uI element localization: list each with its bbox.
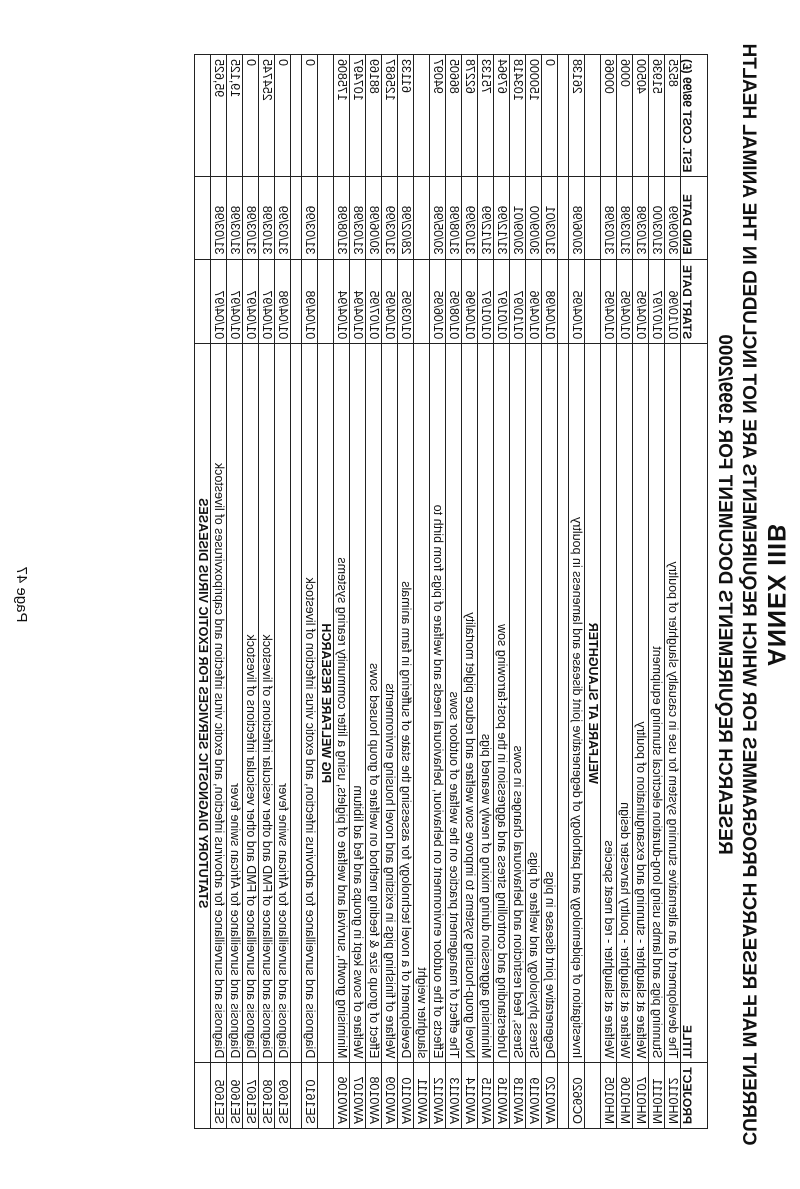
end-date: 31/03/98 xyxy=(227,177,243,259)
section-spacer-cell xyxy=(195,259,211,344)
project-title: Diagnosis and surveillance of FMD and other vesicular infections of livestock xyxy=(243,344,259,1063)
project-title: Stunning pigs and lambs using long-duration electrical stunning equipment xyxy=(649,344,665,1063)
blank-row xyxy=(558,55,569,1129)
section-spacer-cell xyxy=(318,177,334,259)
table-body xyxy=(195,55,681,1129)
blank-cell xyxy=(558,1063,569,1129)
table-row xyxy=(462,55,478,1129)
est-cost: 0006 xyxy=(617,55,633,177)
est-cost: 254745 xyxy=(259,55,275,177)
table-row xyxy=(494,55,510,1129)
start-date: 01/04/95 xyxy=(617,259,633,344)
start-date: 01/04/95 xyxy=(569,259,585,344)
project-code: SE1606 xyxy=(227,1063,243,1129)
est-cost: 150000 xyxy=(526,55,542,177)
end-date: 31/03/98 xyxy=(617,177,633,259)
end-date: 30/09/01 xyxy=(510,177,526,259)
start-date: 01/04/94 xyxy=(350,259,366,344)
est-cost: 67964 xyxy=(494,55,510,177)
start-date: 01/06/95 xyxy=(430,259,446,344)
table-row xyxy=(259,55,275,1129)
project-title: Welfare at slaughter - poultry harvester design xyxy=(617,344,633,1063)
header-start-date: START DATE xyxy=(681,259,708,344)
project-code: MH0106 xyxy=(617,1063,633,1129)
project-title: Diagnosis and surveillance for African swine fever xyxy=(227,344,243,1063)
table-row xyxy=(430,55,446,1129)
table-row xyxy=(665,55,681,1129)
section-spacer-cell xyxy=(585,55,601,177)
project-code: OC9620 xyxy=(569,1063,585,1129)
header-end-date: END DATE xyxy=(681,177,708,259)
start-date: 01/03/95 xyxy=(398,259,414,344)
end-date: 31/12/99 xyxy=(478,177,494,259)
est-cost: 62278 xyxy=(462,55,478,177)
est-cost: 51936 xyxy=(649,55,665,177)
project-title: Diagnosis and surveillance for African swine fever xyxy=(275,344,291,1063)
project-code: AW0111 xyxy=(414,1063,430,1129)
project-title: Welfare of sows kept in groups and fed ad libitum xyxy=(350,344,366,1063)
est-cost: 0 xyxy=(275,55,291,177)
section-title: STATUTORY DIAGNOSTIC SERVICES FOR EXOTIC VIRUS DISEASES xyxy=(195,344,211,1063)
project-title: Welfare at slaughter - red meat species xyxy=(601,344,617,1063)
project-title: Effect of group size & feeding method on welfare of group housed sows xyxy=(366,344,382,1063)
section-spacer-cell xyxy=(195,1063,211,1129)
project-title: Minimising growth, survival and welfare of piglets, using a litter community rearing systems xyxy=(334,344,350,1063)
end-date: 31/03/99 xyxy=(275,177,291,259)
project-title: Minimising aggression during mixing of newly weaned pigs xyxy=(478,344,494,1063)
table-row xyxy=(382,55,398,1129)
end-date: 31/03/99 xyxy=(462,177,478,259)
title-line-2: RESEARCH REQUIREMENTS DOCUMENT FOR 1999/2000 xyxy=(714,334,735,855)
annex-heading: ANNEX IIIB xyxy=(762,522,790,667)
project-code: AW0119 xyxy=(526,1063,542,1129)
blank-cell xyxy=(558,259,569,344)
section-title: PIG WELFARE RESEARCH xyxy=(318,344,334,1063)
est-cost: 0 xyxy=(542,55,558,177)
start-date: 01/01/97 xyxy=(494,259,510,344)
project-code: AW0106 xyxy=(334,1063,350,1129)
start-date: 01/04/94 xyxy=(334,259,350,344)
est-cost: 125687 xyxy=(382,55,398,177)
end-date: 31/03/98 xyxy=(633,177,649,259)
start-date: 01/08/95 xyxy=(446,259,462,344)
est-cost: 107497 xyxy=(350,55,366,177)
start-date: 01/04/95 xyxy=(633,259,649,344)
est-cost: 103418 xyxy=(510,55,526,177)
title-line-1: CURRENT MAFF RESEARCH PROGRAMMES FOR WHICH REQUIREMENTS ARE NOT INCLUDED IN THE ANIMAL HEALTH xyxy=(738,43,759,1146)
table-row xyxy=(617,55,633,1129)
end-date: 31/03/98 xyxy=(601,177,617,259)
section-spacer-cell xyxy=(585,1063,601,1129)
project-code: AW0118 xyxy=(510,1063,526,1129)
table-row xyxy=(302,55,318,1129)
end-date: 30/05/98 xyxy=(430,177,446,259)
start-date: 01/10/97 xyxy=(510,259,526,344)
project-title: Welfare of finishing pigs in existing and novel housing environments xyxy=(382,344,398,1063)
est-cost: 94097 xyxy=(430,55,446,177)
start-date: 01/07/97 xyxy=(649,259,665,344)
project-code: AW0110 xyxy=(398,1063,414,1129)
section-header-row xyxy=(585,55,601,1129)
end-date: 31/03/98 xyxy=(243,177,259,259)
header-project: PROJECT xyxy=(681,1063,708,1129)
end-date: 30/06/98 xyxy=(569,177,585,259)
section-spacer-cell xyxy=(318,1063,334,1129)
project-title: Degenerative joint disease in pigs xyxy=(542,344,558,1063)
document-title xyxy=(712,0,760,1189)
project-code: AW0112 xyxy=(430,1063,446,1129)
est-cost: 0 xyxy=(243,55,259,177)
project-code: MH0112 xyxy=(665,1063,681,1129)
table-row xyxy=(478,55,494,1129)
blank-row xyxy=(291,55,302,1129)
table-row xyxy=(275,55,291,1129)
end-date: 31/03/98 xyxy=(259,177,275,259)
end-date: 31/03/01 xyxy=(542,177,558,259)
start-date: 01/04/95 xyxy=(601,259,617,344)
project-code: MH0105 xyxy=(601,1063,617,1129)
start-date: 01/04/97 xyxy=(227,259,243,344)
end-date: 30/06/98 xyxy=(366,177,382,259)
project-title: slaughter weight xyxy=(414,344,430,1063)
table-row xyxy=(211,55,227,1129)
project-code: SE1607 xyxy=(243,1063,259,1129)
project-code: SE1608 xyxy=(259,1063,275,1129)
table-row xyxy=(414,55,430,1129)
project-code: AW0120 xyxy=(542,1063,558,1129)
table-row xyxy=(243,55,259,1129)
projects-table xyxy=(194,54,708,1129)
end-date: 31/03/00 xyxy=(649,177,665,259)
section-title: WELFARE AT SLAUGHTER xyxy=(585,344,601,1063)
table-row xyxy=(398,55,414,1129)
start-date: 01/04/98 xyxy=(542,259,558,344)
table-row xyxy=(526,55,542,1129)
project-code: AW0113 xyxy=(446,1063,462,1129)
end-date: 31/03/99 xyxy=(302,177,318,259)
project-code: SE1609 xyxy=(275,1063,291,1129)
est-cost: 26138 xyxy=(569,55,585,177)
project-title: Stress, feed restriction and behavioural changes in sows xyxy=(510,344,526,1063)
table-row xyxy=(649,55,665,1129)
est-cost: 19,125 xyxy=(227,55,243,177)
project-code: SE1605 xyxy=(211,1063,227,1129)
header-title: TITLE xyxy=(681,344,708,1063)
project-title: Diagnosis and surveillance of FMD and other vesicular infections of livestock xyxy=(259,344,275,1063)
start-date: 01/01/97 xyxy=(478,259,494,344)
table-row xyxy=(601,55,617,1129)
est-cost: 8525 xyxy=(665,55,681,177)
est-cost: 0 xyxy=(302,55,318,177)
project-title: Welfare at slaughter - stunning and exsanguination of poultry xyxy=(633,344,649,1063)
blank-cell xyxy=(291,259,302,344)
section-spacer-cell xyxy=(195,177,211,259)
blank-cell xyxy=(291,55,302,177)
start-date: 01/07/95 xyxy=(366,259,382,344)
start-date: 01/04/97 xyxy=(259,259,275,344)
start-date: 01/04/96 xyxy=(462,259,478,344)
est-cost: 61133 xyxy=(398,55,414,177)
project-title: Diagnosis and surveillance for arbovirus infection, and exotic virus infection of livestock xyxy=(302,344,318,1063)
end-date: 31/12/99 xyxy=(494,177,510,259)
table-row xyxy=(334,55,350,1129)
project-code: AW0107 xyxy=(350,1063,366,1129)
section-spacer-cell xyxy=(195,55,211,177)
est-cost: 75133 xyxy=(478,55,494,177)
end-date: 30/09/99 xyxy=(665,177,681,259)
start-date: 01/04/98 xyxy=(275,259,291,344)
start-date xyxy=(414,259,430,344)
project-title: The effect of management practice on the welfare of outdoor sows xyxy=(446,344,462,1063)
end-date: 28/02/98 xyxy=(398,177,414,259)
project-title: Understanding and controlling stress and aggression in the post-farrowing sow xyxy=(494,344,510,1063)
table-row xyxy=(633,55,649,1129)
project-title: Diagnosis and surveillance for arbovirus infection, and exotic virus infection and capripoxviruses of livestock xyxy=(211,344,227,1063)
start-date: 01/04/97 xyxy=(211,259,227,344)
blank-cell xyxy=(291,177,302,259)
project-title: The development of an alternative stunning system for use in casualty slaughter of poultry xyxy=(665,344,681,1063)
section-spacer-cell xyxy=(318,259,334,344)
start-date: 01/04/98 xyxy=(302,259,318,344)
project-code: AW0108 xyxy=(366,1063,382,1129)
project-code: AW0109 xyxy=(382,1063,398,1129)
project-code: SE1610 xyxy=(302,1063,318,1129)
table-row xyxy=(569,55,585,1129)
start-date: 01/10/96 xyxy=(665,259,681,344)
blank-cell xyxy=(558,177,569,259)
table-row xyxy=(366,55,382,1129)
project-code: AW0115 xyxy=(478,1063,494,1129)
project-title: Novel group-housing systems to improve sow welfare and reduce piglet mortality xyxy=(462,344,478,1063)
est-cost xyxy=(414,55,430,177)
end-date: 31/03/98 xyxy=(211,177,227,259)
end-date: 30/09/00 xyxy=(526,177,542,259)
project-title: Development of a novel technology for assessing the state of suffering in farm animals xyxy=(398,344,414,1063)
project-code: AW0114 xyxy=(462,1063,478,1129)
end-date: 31/08/98 xyxy=(334,177,350,259)
table-row xyxy=(350,55,366,1129)
start-date: 01/04/95 xyxy=(382,259,398,344)
end-date: 31/03/99 xyxy=(382,177,398,259)
project-title: Stress physiology and welfare of pigs xyxy=(526,344,542,1063)
blank-cell xyxy=(291,344,302,1063)
blank-cell xyxy=(558,55,569,177)
section-header-row xyxy=(195,55,211,1129)
end-date: 31/08/98 xyxy=(446,177,462,259)
end-date: 31/03/98 xyxy=(350,177,366,259)
end-date xyxy=(414,177,430,259)
start-date: 01/04/96 xyxy=(526,259,542,344)
project-title: Effects of the outdoor environment on behaviour, behavioural needs and welfare of pigs from birth to xyxy=(430,344,446,1063)
table-row xyxy=(510,55,526,1129)
est-cost: 95,625 xyxy=(211,55,227,177)
est-cost: 88169 xyxy=(366,55,382,177)
est-cost: 40500 xyxy=(633,55,649,177)
table-header-row xyxy=(681,55,708,1129)
header-est-cost: EST. COST 98/99 (£) xyxy=(681,55,708,177)
est-cost: 175806 xyxy=(334,55,350,177)
section-header-row xyxy=(318,55,334,1129)
page-number: Page 47 xyxy=(13,566,30,623)
project-code: AW0116 xyxy=(494,1063,510,1129)
project-code: MH0111 xyxy=(649,1063,665,1129)
est-cost: 86605 xyxy=(446,55,462,177)
section-spacer-cell xyxy=(585,259,601,344)
blank-cell xyxy=(558,344,569,1063)
blank-cell xyxy=(291,1063,302,1129)
est-cost: 00066 xyxy=(601,55,617,177)
section-spacer-cell xyxy=(318,55,334,177)
project-title: Investigation of epidemiology and pathology of degenerative joint disease and lameness in poultry xyxy=(569,344,585,1063)
table-row xyxy=(542,55,558,1129)
project-code: MH0107 xyxy=(633,1063,649,1129)
table-row xyxy=(227,55,243,1129)
table-row xyxy=(446,55,462,1129)
section-spacer-cell xyxy=(585,177,601,259)
start-date: 01/04/97 xyxy=(243,259,259,344)
